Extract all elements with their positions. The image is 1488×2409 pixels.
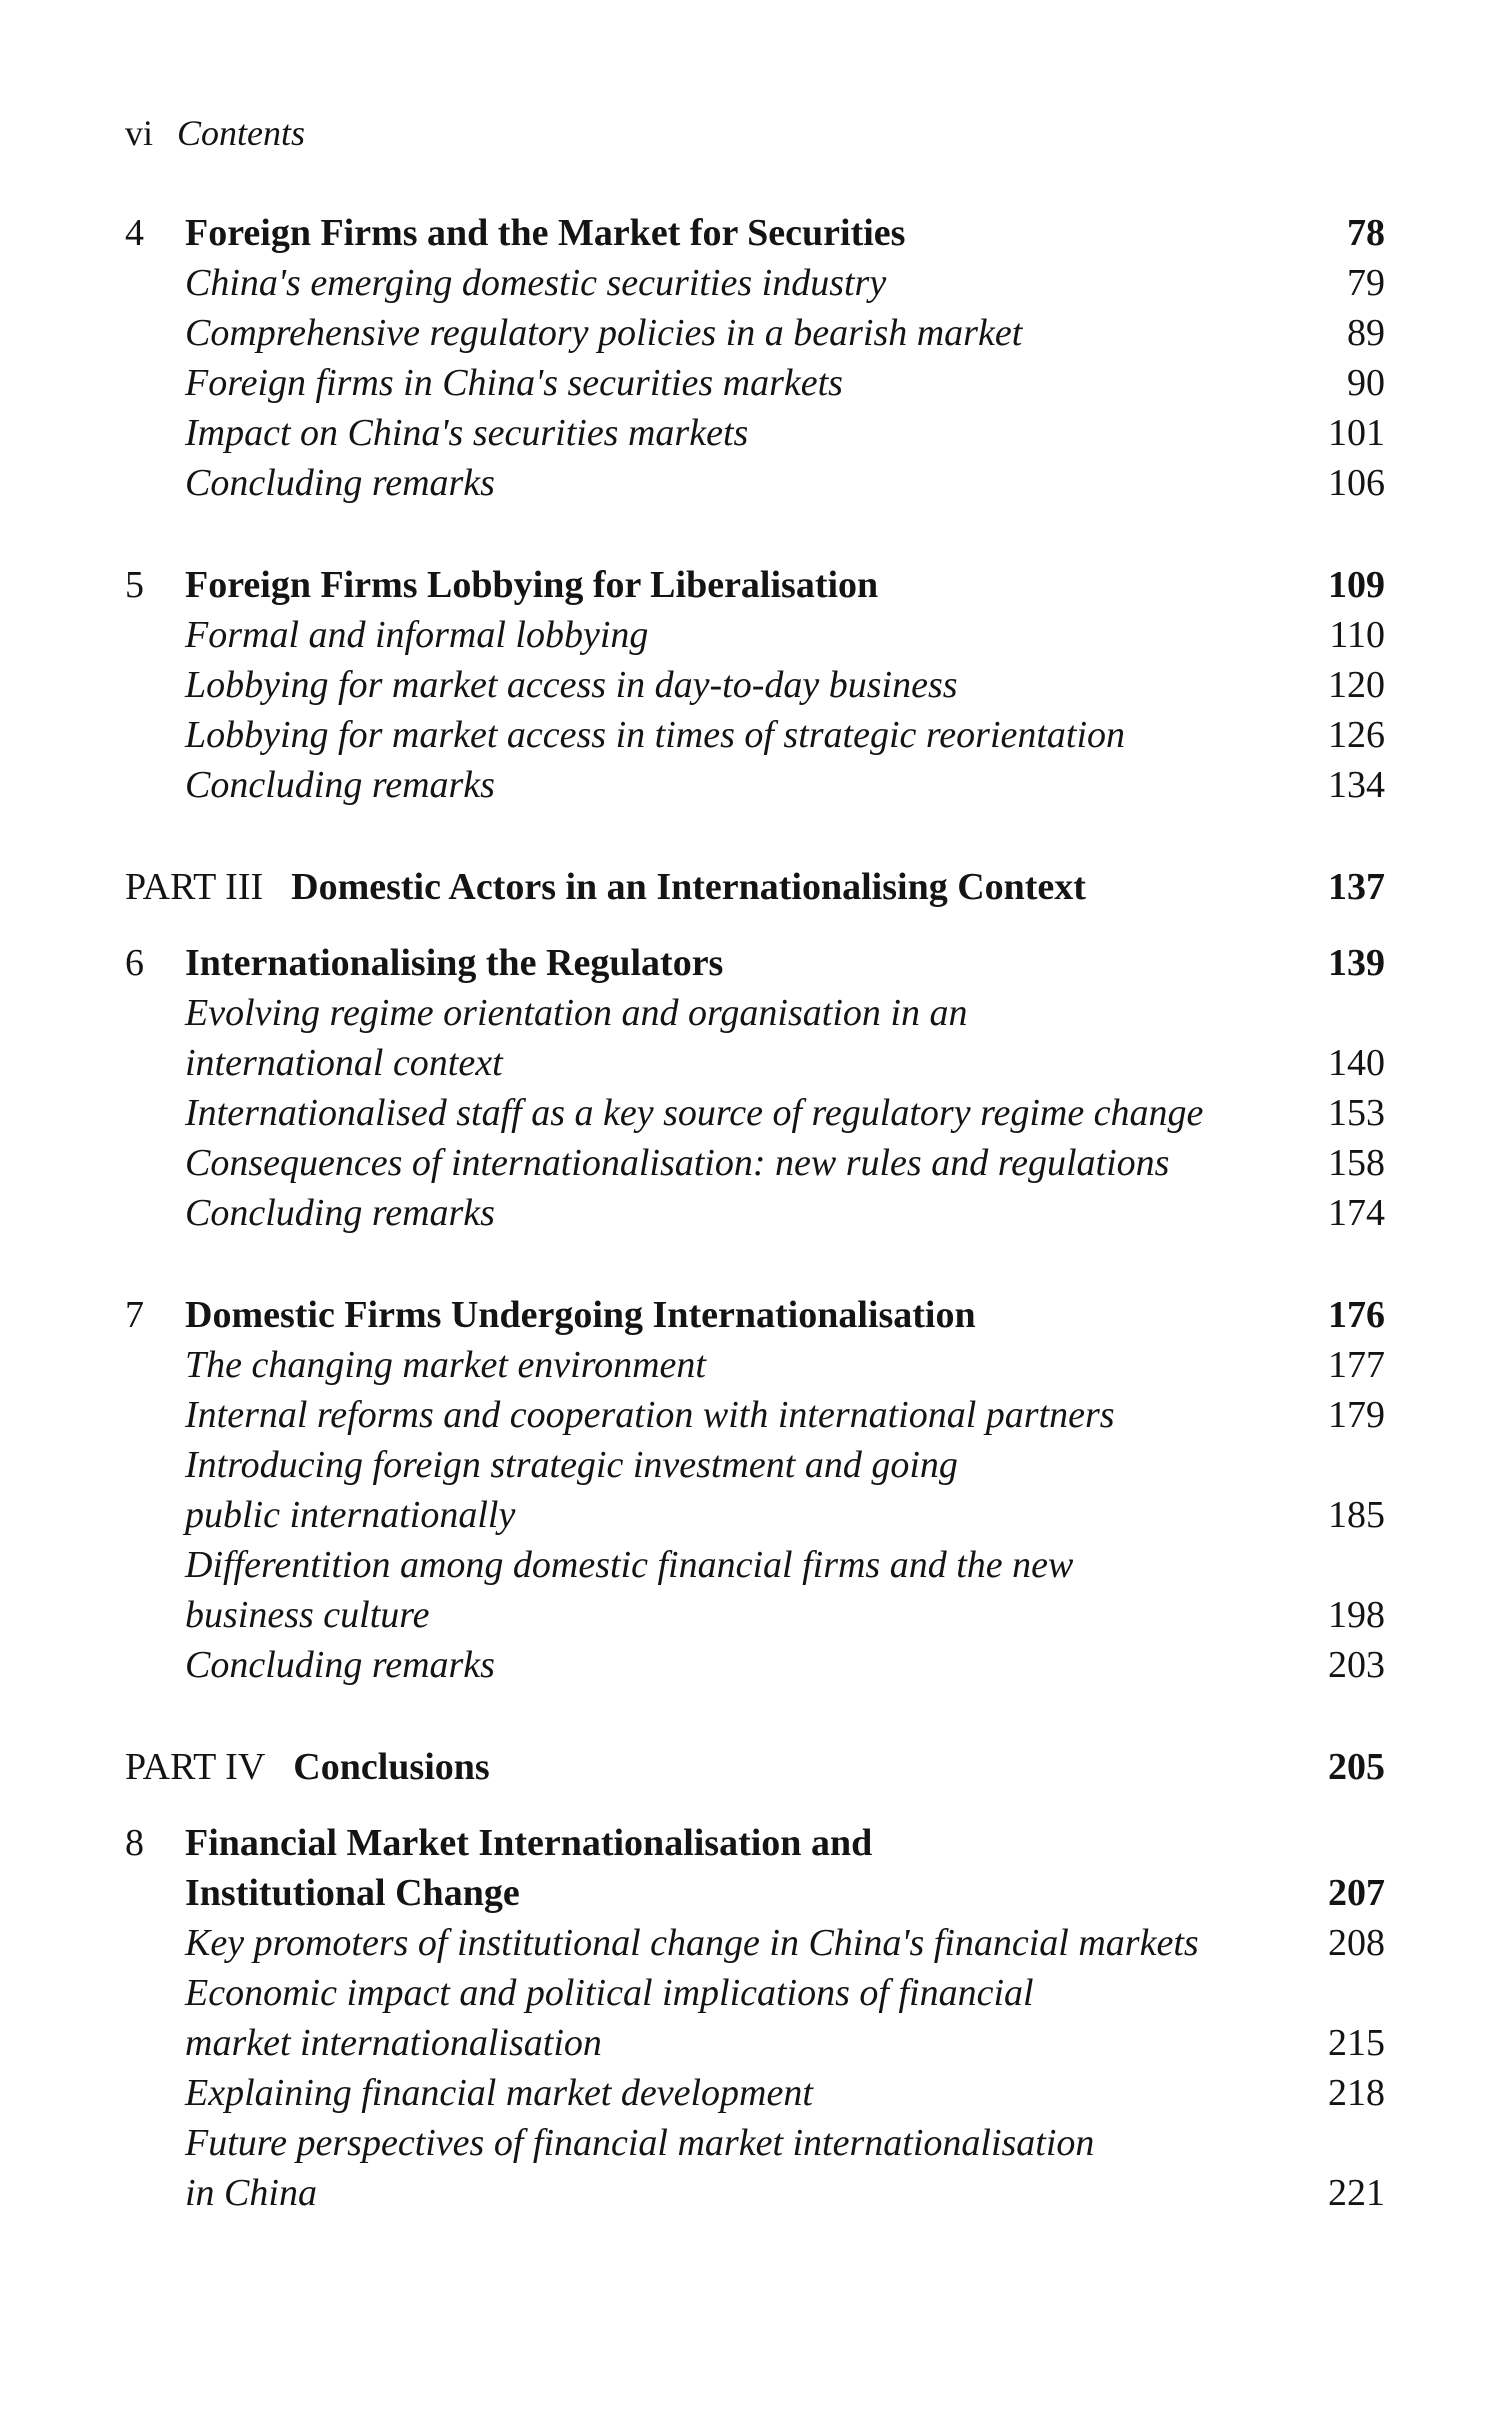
toc-section-entry[interactable] — [125, 408, 1385, 458]
toc-spacer — [125, 1792, 1385, 1818]
toc-page-number: 79 — [1347, 262, 1385, 304]
toc-page-number: 109 — [1328, 564, 1385, 606]
toc-section-entry[interactable] — [125, 710, 1385, 760]
toc-section-entry[interactable] — [125, 1590, 1385, 1640]
toc-page-number: 158 — [1328, 1142, 1385, 1184]
toc-section-entry[interactable] — [125, 2168, 1385, 2218]
section-title: Concluding remarks — [185, 1644, 495, 1686]
toc-page-number: 137 — [1328, 866, 1385, 908]
chapter-number: 8 — [125, 1822, 144, 1864]
toc-page-number: 207 — [1328, 1872, 1385, 1914]
toc-page-number: 174 — [1328, 1192, 1385, 1234]
toc-section-entry[interactable] — [125, 1188, 1385, 1238]
toc-section-entry[interactable] — [125, 1038, 1385, 1088]
chapter-title: Foreign Firms and the Market for Securities — [185, 212, 906, 254]
toc-chapter-entry[interactable] — [125, 560, 1385, 610]
toc-page-number: 89 — [1347, 312, 1385, 354]
toc-section-entry[interactable] — [125, 1540, 1385, 1590]
chapter-number: 7 — [125, 1294, 144, 1336]
toc-section-entry[interactable] — [125, 1490, 1385, 1540]
toc-page-number: 185 — [1328, 1494, 1385, 1536]
toc-page-number: 140 — [1328, 1042, 1385, 1084]
toc-section-entry[interactable] — [125, 1340, 1385, 1390]
toc-section-entry[interactable] — [125, 1640, 1385, 1690]
running-header — [125, 112, 305, 154]
section-title: Key promoters of institutional change in China's financial markets — [185, 1922, 1199, 1964]
chapter-title: Institutional Change — [185, 1872, 520, 1914]
section-title: Concluding remarks — [185, 462, 495, 504]
chapter-number: 6 — [125, 942, 144, 984]
section-title: business culture — [185, 1594, 430, 1636]
header-page-number: vi — [125, 113, 154, 153]
part-label: PART IV — [125, 1746, 266, 1788]
chapter-number: 4 — [125, 212, 144, 254]
toc-page-number: 134 — [1328, 764, 1385, 806]
toc-page-number: 90 — [1347, 362, 1385, 404]
toc-spacer — [125, 1690, 1385, 1742]
toc-section-entry[interactable] — [125, 1088, 1385, 1138]
section-title: Lobbying for market access in day-to-day business — [185, 664, 958, 706]
section-title: Differentition among domestic financial firms and the new — [185, 1544, 1074, 1586]
toc-section-entry[interactable] — [125, 2118, 1385, 2168]
header-title: Contents — [177, 113, 306, 153]
section-title: China's emerging domestic securities industry — [185, 262, 887, 304]
part-heading — [125, 1742, 490, 1792]
toc-chapter-entry[interactable] — [125, 1868, 1385, 1918]
toc-page-number: 208 — [1328, 1922, 1385, 1964]
section-title: Comprehensive regulatory policies in a bearish market — [185, 312, 1023, 354]
section-title: Impact on China's securities markets — [185, 412, 749, 454]
section-title: The changing market environment — [185, 1344, 706, 1386]
section-title: Formal and informal lobbying — [185, 614, 649, 656]
chapter-title: Internationalising the Regulators — [185, 942, 724, 984]
toc-section-entry[interactable] — [125, 1390, 1385, 1440]
section-title: Introducing foreign strategic investment and going — [185, 1444, 958, 1486]
section-title: public internationally — [185, 1494, 516, 1536]
section-title: Consequences of internationalisation: new rules and regulations — [185, 1142, 1170, 1184]
toc-page-number: 106 — [1328, 462, 1385, 504]
section-title: Concluding remarks — [185, 1192, 495, 1234]
toc-page-number: 110 — [1329, 614, 1385, 656]
toc-section-entry[interactable] — [125, 1440, 1385, 1490]
toc-chapter-entry[interactable] — [125, 1290, 1385, 1340]
toc-page-number: 139 — [1328, 942, 1385, 984]
toc-page-number: 101 — [1328, 412, 1385, 454]
section-title: Explaining financial market development — [185, 2072, 813, 2114]
section-title: international context — [185, 1042, 503, 1084]
part-heading — [125, 862, 1086, 912]
section-title: Evolving regime orientation and organisation in an — [185, 992, 968, 1034]
toc-spacer — [125, 508, 1385, 560]
chapter-title: Domestic Firms Undergoing Internationalisation — [185, 1294, 976, 1336]
toc-page-number: 179 — [1328, 1394, 1385, 1436]
section-title: Economic impact and political implications of financial — [185, 1972, 1034, 2014]
toc-page-number: 205 — [1328, 1746, 1385, 1788]
toc-part-entry[interactable] — [125, 1742, 1385, 1792]
toc-chapter-entry[interactable] — [125, 208, 1385, 258]
toc-section-entry[interactable] — [125, 2018, 1385, 2068]
section-title: in China — [185, 2172, 317, 2214]
toc-section-entry[interactable] — [125, 660, 1385, 710]
toc-page-number: 120 — [1328, 664, 1385, 706]
toc-page-number: 153 — [1328, 1092, 1385, 1134]
section-title: market internationalisation — [185, 2022, 602, 2064]
toc-page-number: 221 — [1328, 2172, 1385, 2214]
section-title: Internal reforms and cooperation with international partners — [185, 1394, 1115, 1436]
toc-section-entry[interactable] — [125, 258, 1385, 308]
toc-section-entry[interactable] — [125, 760, 1385, 810]
toc-page-number: 126 — [1328, 714, 1385, 756]
chapter-title: Foreign Firms Lobbying for Liberalisation — [185, 564, 879, 606]
toc-page-number: 176 — [1328, 1294, 1385, 1336]
toc-section-entry[interactable] — [125, 2068, 1385, 2118]
toc-page-number: 203 — [1328, 1644, 1385, 1686]
section-title: Future perspectives of financial market internationalisation — [185, 2122, 1095, 2164]
toc-section-entry[interactable] — [125, 1918, 1385, 1968]
toc-spacer — [125, 912, 1385, 938]
section-title: Concluding remarks — [185, 764, 495, 806]
toc-section-entry[interactable] — [125, 988, 1385, 1038]
toc-part-entry[interactable] — [125, 862, 1385, 912]
toc-page-number: 218 — [1328, 2072, 1385, 2114]
section-title: Foreign firms in China's securities markets — [185, 362, 843, 404]
part-title: Domestic Actors in an Internationalising Context — [291, 866, 1086, 908]
toc-section-entry[interactable] — [125, 1138, 1385, 1188]
toc-spacer — [125, 810, 1385, 862]
toc-section-entry[interactable] — [125, 358, 1385, 408]
toc-section-entry[interactable] — [125, 610, 1385, 660]
part-title: Conclusions — [293, 1746, 490, 1788]
toc-page-number: 78 — [1347, 212, 1385, 254]
toc-page-number: 215 — [1328, 2022, 1385, 2064]
toc-chapter-entry[interactable] — [125, 1818, 1385, 1868]
toc-section-entry[interactable] — [125, 1968, 1385, 2018]
toc-page-number: 198 — [1328, 1594, 1385, 1636]
toc-spacer — [125, 1238, 1385, 1290]
part-label: PART III — [125, 866, 264, 908]
toc-chapter-entry[interactable] — [125, 938, 1385, 988]
toc-page-number: 177 — [1328, 1344, 1385, 1386]
section-title: Lobbying for market access in times of strategic reorientation — [185, 714, 1126, 756]
chapter-title: Financial Market Internationalisation and — [185, 1822, 873, 1864]
table-of-contents — [125, 208, 1385, 2218]
toc-section-entry[interactable] — [125, 308, 1385, 358]
section-title: Internationalised staff as a key source of regulatory regime change — [185, 1092, 1204, 1134]
chapter-number: 5 — [125, 564, 144, 606]
toc-section-entry[interactable] — [125, 458, 1385, 508]
